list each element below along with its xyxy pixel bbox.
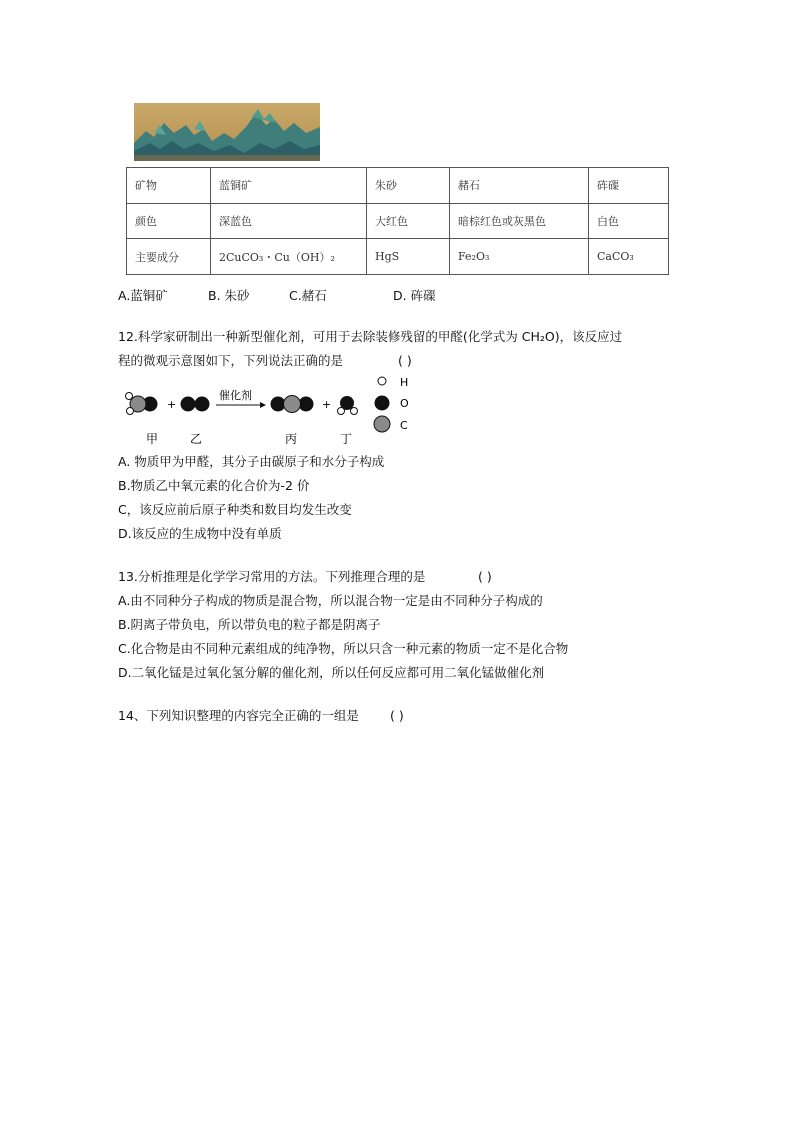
table-cell: 白色 (589, 203, 669, 239)
catalyst-label: 催化剂 (219, 389, 252, 402)
table-cell: CaCO₃ (589, 239, 669, 275)
table-cell: 赭石 (450, 168, 589, 204)
label-bing: 丙 (285, 432, 298, 446)
table-cell: 2CuCO₃・Cu（OH）₂ (211, 239, 367, 275)
molecule-ding (338, 396, 358, 415)
reaction-diagram (118, 370, 428, 452)
plus-sign: + (167, 398, 177, 411)
q12-option-c: C，该反应前后原子种类和数目均发生改变 (118, 502, 352, 517)
q12-stem-line1: 12.科学家研制出一种新型催化剂，可用于去除装修残留的甲醛(化学式为 CH₂O)，该反应过 (118, 329, 623, 344)
molecule-yi (181, 397, 210, 412)
table-cell: HgS (367, 239, 450, 275)
q12-option-b: B.物质乙中氧元素的化合价为-2 价 (118, 478, 310, 493)
label-jia: 甲 (146, 432, 159, 446)
q13-option-a: A.由不同种分子构成的物质是混合物，所以混合物一定是由不同种分子构成的 (118, 593, 543, 608)
q13-stem: 13.分析推理是化学学习常用的方法。下列推理合理的是 (118, 569, 426, 584)
q11-option-a: A.蓝铜矿 (118, 288, 168, 303)
q11-option-b: B. 朱砂 (208, 288, 250, 303)
legend-h: H (400, 376, 409, 389)
q14-stem: 14、下列知识整理的内容完全正确的一组是 (118, 708, 359, 723)
atom-legend (374, 376, 409, 432)
table-row (127, 203, 669, 239)
table-cell: 朱砂 (367, 168, 450, 204)
q11-option-c: C.赭石 (289, 288, 327, 303)
q12-option-a: A. 物质甲为甲醛，其分子由碳原子和水分子构成 (118, 454, 385, 469)
q12-answer-blank: ( ) (398, 353, 412, 368)
label-yi: 乙 (190, 432, 203, 446)
legend-c: C (400, 419, 408, 432)
table-cell: 主要成分 (127, 239, 211, 275)
q12-option-d: D.该反应的生成物中没有单质 (118, 526, 282, 541)
label-ding: 丁 (340, 432, 353, 446)
table-row (127, 239, 669, 275)
table-cell: Fe₂O₃ (450, 239, 589, 275)
arrow-head-icon (260, 402, 266, 408)
q11-option-d: D. 砗磲 (393, 288, 436, 303)
table-row (127, 168, 669, 204)
minerals-table (126, 167, 669, 275)
molecule-bing (271, 396, 314, 413)
q13-option-d: D.二氧化锰是过氧化氢分解的催化剂，所以任何反应都可用二氧化锰做催化剂 (118, 665, 545, 680)
landscape-painting-image (134, 103, 320, 161)
table-cell: 蓝铜矿 (211, 168, 367, 204)
table-cell: 暗棕红色或灰黑色 (450, 203, 589, 239)
plus-sign: + (322, 398, 332, 411)
table-cell: 砗磲 (589, 168, 669, 204)
q14-answer-blank: ( ) (390, 708, 404, 723)
legend-o: O (400, 397, 409, 410)
molecule-jia (126, 393, 158, 415)
table-cell: 深蓝色 (211, 203, 367, 239)
table-cell: 矿物 (127, 168, 211, 204)
table-cell: 大红色 (367, 203, 450, 239)
q13-answer-blank: ( ) (478, 569, 492, 584)
table-cell: 颜色 (127, 203, 211, 239)
q12-stem-line2: 程的微观示意图如下，下列说法正确的是 (118, 353, 344, 368)
q13-option-c: C.化合物是由不同种元素组成的纯净物，所以只含一种元素的物质一定不是化合物 (118, 641, 569, 656)
q13-option-b: B.阴离子带负电，所以带负电的粒子都是阴离子 (118, 617, 381, 632)
